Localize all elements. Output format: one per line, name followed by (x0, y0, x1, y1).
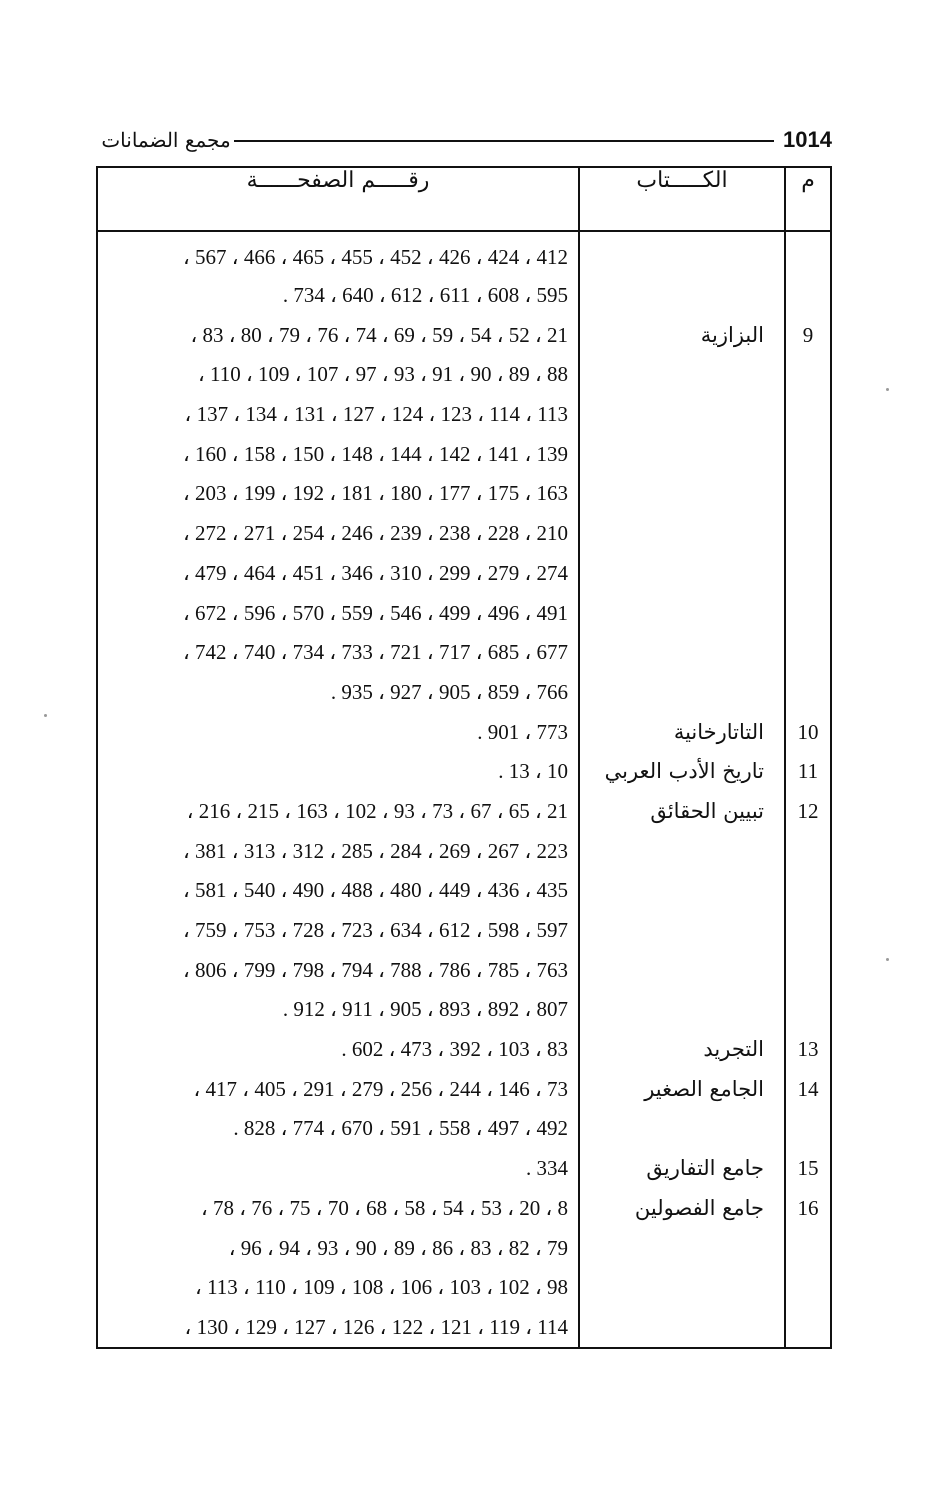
row-number: 14 (785, 1070, 831, 1110)
row-number (785, 1308, 831, 1348)
table-row (97, 1070, 831, 1110)
page-numbers: 8 ، 20 ، 53 ، 54 ، 58 ، 68 ، 70 ، 75 ، 76 ، 78 ، (97, 1189, 579, 1229)
row-number: 10 (785, 713, 831, 753)
book-name (579, 474, 785, 514)
page-numbers: 163 ، 175 ، 177 ، 180 ، 181 ، 192 ، 199 ، 203 ، (97, 474, 579, 514)
row-number: 13 (785, 1030, 831, 1070)
margin-mark-right-1 (886, 388, 889, 391)
page-numbers: 83 ، 103 ، 392 ، 473 ، 602 . (97, 1030, 579, 1070)
book-name (579, 514, 785, 554)
page-numbers: 98 ، 102 ، 103 ، 106 ، 108 ، 109 ، 110 ، 113 ، (97, 1268, 579, 1308)
row-number (785, 231, 831, 276)
page-numbers: 88 ، 89 ، 90 ، 91 ، 93 ، 97 ، 107 ، 109 ، 110 ، (97, 355, 579, 395)
table-row (97, 316, 831, 356)
page-numbers: 807 ، 892 ، 893 ، 905 ، 911 ، 912 . (97, 990, 579, 1030)
table-row (97, 554, 831, 594)
row-number (785, 871, 831, 911)
row-number (785, 951, 831, 991)
book-name (579, 554, 785, 594)
table-row (97, 1229, 831, 1269)
table-row (97, 871, 831, 911)
page-numbers: 274 ، 279 ، 299 ، 310 ، 346 ، 451 ، 464 ، 479 ، (97, 554, 579, 594)
row-number (785, 474, 831, 514)
book-name (579, 231, 785, 276)
table-row (97, 752, 831, 792)
book-name: جامع الفصولين (579, 1189, 785, 1229)
running-title: مجمع الضمانات (101, 128, 231, 152)
row-number (785, 633, 831, 673)
book-name (579, 911, 785, 951)
table-row (97, 231, 831, 276)
column-header-num: م (785, 167, 831, 231)
table-row (97, 514, 831, 554)
table-row (97, 1189, 831, 1229)
row-number (785, 554, 831, 594)
row-number (785, 395, 831, 435)
row-number (785, 1229, 831, 1269)
column-header-book: الكـــــتاب (579, 167, 785, 231)
row-number (785, 832, 831, 872)
row-number: 16 (785, 1189, 831, 1229)
book-name (579, 951, 785, 991)
page-numbers: 773 ، 901 . (97, 713, 579, 753)
margin-mark-left (44, 714, 47, 717)
row-number (785, 673, 831, 713)
book-name (579, 594, 785, 634)
table-row (97, 355, 831, 395)
table-row (97, 1149, 831, 1189)
row-number (785, 276, 831, 316)
row-number (785, 1109, 831, 1149)
table-row (97, 633, 831, 673)
page-number: 1014 (783, 127, 832, 152)
table-header-row (97, 167, 831, 231)
book-name: التجريد (579, 1030, 785, 1070)
table-row (97, 911, 831, 951)
index-table (96, 166, 832, 1349)
table-row (97, 1268, 831, 1308)
book-name: جامع التفاريق (579, 1149, 785, 1189)
row-number (785, 514, 831, 554)
column-header-pages: رقـــــم الصفحــــــة (97, 167, 579, 231)
book-name (579, 1109, 785, 1149)
book-name (579, 355, 785, 395)
row-number: 9 (785, 316, 831, 356)
book-name (579, 871, 785, 911)
table-row (97, 594, 831, 634)
table-row (97, 713, 831, 753)
book-name: الجامع الصغير (579, 1070, 785, 1110)
page-header (96, 124, 832, 158)
page-numbers: 223 ، 267 ، 269 ، 284 ، 285 ، 312 ، 313 ، 381 ، (97, 832, 579, 872)
page-numbers: 21 ، 65 ، 67 ، 73 ، 93 ، 102 ، 163 ، 215 ، 216 ، (97, 792, 579, 832)
book-name (579, 395, 785, 435)
table-row (97, 792, 831, 832)
table-row (97, 832, 831, 872)
page-numbers: 21 ، 52 ، 54 ، 59 ، 69 ، 74 ، 76 ، 79 ، 80 ، 83 ، (97, 316, 579, 356)
page-numbers: 114 ، 119 ، 121 ، 122 ، 126 ، 127 ، 129 ، 130 ، (97, 1308, 579, 1348)
book-name (579, 633, 785, 673)
page-numbers: 491 ، 496 ، 499 ، 546 ، 559 ، 570 ، 596 ، 672 ، (97, 594, 579, 634)
table-row (97, 951, 831, 991)
table-row (97, 395, 831, 435)
page-numbers: 597 ، 598 ، 612 ، 634 ، 723 ، 728 ، 753 ، 759 ، (97, 911, 579, 951)
row-number (785, 355, 831, 395)
book-name: البزازية (579, 316, 785, 356)
book-name (579, 673, 785, 713)
book-name (579, 1268, 785, 1308)
page-numbers: 677 ، 685 ، 717 ، 721 ، 733 ، 734 ، 740 ، 742 ، (97, 633, 579, 673)
table-row (97, 435, 831, 475)
table-row (97, 474, 831, 514)
book-name: تبيين الحقائق (579, 792, 785, 832)
header-rule (234, 140, 774, 142)
page-numbers: 763 ، 785 ، 786 ، 788 ، 794 ، 798 ، 799 ، 806 ، (97, 951, 579, 991)
margin-mark-right-2 (886, 958, 889, 961)
row-number: 15 (785, 1149, 831, 1189)
row-number: 11 (785, 752, 831, 792)
page-numbers: 334 . (97, 1149, 579, 1189)
book-name: التاتارخانية (579, 713, 785, 753)
page-numbers: 10 ، 13 . (97, 752, 579, 792)
table-row (97, 1030, 831, 1070)
page-numbers: 492 ، 497 ، 558 ، 591 ، 670 ، 774 ، 828 . (97, 1109, 579, 1149)
table-row (97, 990, 831, 1030)
table-row (97, 1109, 831, 1149)
page-numbers: 766 ، 859 ، 905 ، 927 ، 935 . (97, 673, 579, 713)
page-numbers: 412 ، 424 ، 426 ، 452 ، 455 ، 465 ، 466 ، 567 ، (97, 231, 579, 276)
row-number (785, 990, 831, 1030)
page-numbers: 210 ، 228 ، 238 ، 239 ، 246 ، 254 ، 271 ، 272 ، (97, 514, 579, 554)
page-numbers: 435 ، 436 ، 449 ، 480 ، 488 ، 490 ، 540 ، 581 ، (97, 871, 579, 911)
book-name (579, 1229, 785, 1269)
row-number: 12 (785, 792, 831, 832)
table-row (97, 1308, 831, 1348)
table-row (97, 673, 831, 713)
page-numbers: 73 ، 146 ، 244 ، 256 ، 279 ، 291 ، 405 ، 417 ، (97, 1070, 579, 1110)
page-numbers: 139 ، 141 ، 142 ، 144 ، 148 ، 150 ، 158 ، 160 ، (97, 435, 579, 475)
page-numbers: 113 ، 114 ، 123 ، 124 ، 127 ، 131 ، 134 ، 137 ، (97, 395, 579, 435)
book-name (579, 1308, 785, 1348)
page-numbers: 595 ، 608 ، 611 ، 612 ، 640 ، 734 . (97, 276, 579, 316)
book-name: تاريخ الأدب العربي (579, 752, 785, 792)
row-number (785, 594, 831, 634)
row-number (785, 911, 831, 951)
table-row (97, 276, 831, 316)
book-name (579, 990, 785, 1030)
page-numbers: 79 ، 82 ، 83 ، 86 ، 89 ، 90 ، 93 ، 94 ، 96 ، (97, 1229, 579, 1269)
book-name (579, 435, 785, 475)
row-number (785, 435, 831, 475)
row-number (785, 1268, 831, 1308)
book-name (579, 276, 785, 316)
book-name (579, 832, 785, 872)
